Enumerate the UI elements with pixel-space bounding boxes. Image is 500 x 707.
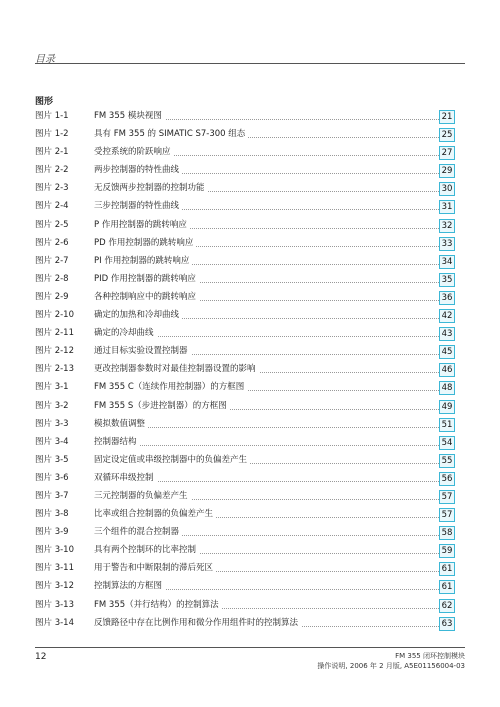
page-link[interactable]: 56 — [439, 472, 455, 486]
figure-title — [94, 125, 421, 143]
page-link[interactable]: 58 — [439, 526, 455, 540]
page-link[interactable]: 46 — [439, 363, 455, 377]
list-item[interactable] — [35, 596, 455, 614]
page-link[interactable]: 61 — [439, 580, 455, 594]
page-link[interactable]: 62 — [439, 599, 455, 613]
figure-title — [94, 143, 421, 161]
page-link[interactable]: 36 — [439, 291, 455, 305]
figure-number: 图片 3-13 — [35, 599, 74, 610]
figure-number: 图片 3-9 — [35, 527, 69, 538]
figure-title-text: FM 355（并行结构）的控制算法 — [94, 600, 222, 610]
list-item[interactable] — [35, 216, 455, 234]
figure-title-text: 固定设定值或串级控制器中的负偏差产生 — [94, 455, 250, 465]
footer-product: FM 355 闭环控制模块 — [395, 652, 465, 660]
figure-title — [94, 161, 421, 179]
page-link[interactable]: 45 — [439, 345, 455, 359]
figure-title-text: FM 355 S（步进控制器）的方框图 — [94, 401, 230, 411]
figure-number: 图片 2-12 — [35, 346, 74, 357]
page-link[interactable]: 27 — [439, 146, 455, 160]
figure-title-text: 反馈路径中存在比例作用和微分作用组件时的控制算法 — [94, 618, 301, 628]
figure-list — [35, 107, 455, 632]
figure-title-text: 三个组件的混合控制器 — [94, 527, 182, 537]
figure-title — [94, 306, 421, 324]
figure-title-text: 控制器结构 — [94, 437, 140, 447]
figure-number: 图片 2-2 — [35, 165, 69, 176]
figure-title-text: P 作用控制器的跳转响应 — [94, 220, 190, 230]
page-link[interactable]: 32 — [439, 219, 455, 233]
figure-title — [94, 252, 421, 270]
figure-number: 图片 2-4 — [35, 201, 69, 212]
figure-title — [94, 614, 421, 632]
figure-title-text: 模拟数值调整 — [94, 419, 148, 429]
list-item[interactable] — [35, 143, 455, 161]
figure-number: 图片 2-9 — [35, 291, 69, 302]
figure-title-text: 控制算法的方框图 — [94, 581, 165, 591]
figure-title — [94, 107, 421, 125]
figure-number: 图片 3-6 — [35, 472, 69, 483]
figure-title-text: PI 作用控制器的跳转响应 — [94, 256, 192, 266]
figure-title — [94, 596, 421, 614]
page-link[interactable]: 51 — [439, 418, 455, 432]
list-item[interactable] — [35, 288, 455, 306]
figure-number: 图片 2-10 — [35, 310, 74, 321]
page-link[interactable]: 25 — [439, 128, 455, 142]
figure-title-text: 受控系统的阶跃响应 — [94, 147, 174, 157]
figure-title — [94, 505, 421, 523]
figure-title — [94, 378, 421, 396]
list-item[interactable] — [35, 433, 455, 451]
figure-title-text: 用于警告和中断限制的滞后死区 — [94, 563, 216, 573]
figure-title-text: 各种控制响应中的跳转响应 — [94, 292, 199, 302]
figure-title — [94, 577, 421, 595]
header-rule — [35, 63, 465, 64]
list-item[interactable] — [35, 306, 455, 324]
figure-title — [94, 216, 421, 234]
figure-title — [94, 469, 421, 487]
page-link[interactable]: 34 — [439, 255, 455, 269]
figure-number: 图片 3-3 — [35, 418, 69, 429]
figure-title — [94, 433, 421, 451]
list-item[interactable] — [35, 125, 455, 143]
figure-number: 图片 2-8 — [35, 273, 69, 284]
figure-title-text: 无反馈两步控制器的控制功能 — [94, 183, 208, 193]
figure-title-text: 具有两个控制环的比率控制 — [94, 545, 199, 555]
page-link[interactable]: 33 — [439, 237, 455, 251]
figure-number: 图片 2-11 — [35, 328, 74, 339]
page-link[interactable]: 61 — [439, 562, 455, 576]
list-item[interactable] — [35, 378, 455, 396]
list-item[interactable] — [35, 252, 455, 270]
figure-title-text: 确定的冷却曲线 — [94, 328, 157, 338]
page-link[interactable]: 57 — [439, 490, 455, 504]
page-link[interactable]: 48 — [439, 381, 455, 395]
figure-number: 图片 3-11 — [35, 563, 74, 574]
figure-title — [94, 360, 421, 378]
figure-number: 图片 2-5 — [35, 219, 69, 230]
list-item[interactable] — [35, 577, 455, 595]
page-link[interactable]: 35 — [439, 273, 455, 287]
figure-number: 图片 2-7 — [35, 255, 69, 266]
page-link[interactable]: 43 — [439, 327, 455, 341]
section-title: 图形 — [35, 97, 54, 107]
figure-title-text: PD 作用控制器的跳转响应 — [94, 238, 196, 248]
list-item[interactable] — [35, 360, 455, 378]
figure-number: 图片 3-4 — [35, 436, 69, 447]
figure-title — [94, 270, 421, 288]
figure-title-text: FM 355 模块视图 — [94, 111, 165, 121]
figure-title-text: 两步控制器的特性曲线 — [94, 165, 182, 175]
list-item[interactable] — [35, 487, 455, 505]
figure-number: 图片 3-8 — [35, 509, 69, 520]
page-link[interactable]: 59 — [439, 544, 455, 558]
figure-number: 图片 3-12 — [35, 581, 74, 592]
page-link[interactable]: 55 — [439, 454, 455, 468]
figure-number: 图片 3-2 — [35, 400, 69, 411]
list-item[interactable] — [35, 179, 455, 197]
figure-number: 图片 3-1 — [35, 382, 69, 393]
figure-title-text: FM 355 C（连续作用控制器）的方框图 — [94, 382, 247, 392]
page-link[interactable]: 54 — [439, 436, 455, 450]
figure-title — [94, 397, 421, 415]
figure-title-text: 三元控制器的负偏差产生 — [94, 491, 191, 501]
figure-title — [94, 342, 421, 360]
figure-title-text: 比率或组合控制器的负偏差产生 — [94, 509, 216, 519]
figure-title — [94, 523, 421, 541]
figure-title-text: 双循环串级控制 — [94, 473, 157, 483]
figure-title — [94, 451, 421, 469]
figure-number: 图片 1-1 — [35, 111, 69, 121]
figure-number: 图片 2-3 — [35, 183, 69, 194]
figure-title-text: 更改控制器参数时对最佳控制器设置的影响 — [94, 364, 259, 374]
footer-doc-info: 操作说明, 2006 年 2 月版, A5E01156004-03 — [317, 662, 465, 670]
list-item[interactable] — [35, 161, 455, 179]
list-item[interactable] — [35, 541, 455, 559]
figure-title — [94, 197, 421, 215]
page-link[interactable]: 63 — [439, 617, 455, 631]
figure-number: 图片 2-13 — [35, 364, 74, 375]
page-link[interactable]: 30 — [439, 182, 455, 196]
figure-title — [94, 415, 421, 433]
page-number: 12 — [35, 652, 47, 662]
footer-rule — [35, 647, 465, 648]
list-item[interactable] — [35, 397, 455, 415]
figure-title — [94, 179, 421, 197]
figure-title — [94, 324, 421, 342]
page-link[interactable]: 57 — [439, 508, 455, 522]
running-header: 目录 — [35, 54, 55, 65]
figure-title — [94, 541, 421, 559]
page-link[interactable]: 42 — [439, 309, 455, 323]
figure-title — [94, 288, 421, 306]
figure-title — [94, 487, 421, 505]
figure-number: 图片 3-10 — [35, 545, 74, 556]
list-item[interactable] — [35, 614, 455, 632]
list-item[interactable] — [35, 234, 455, 252]
list-item[interactable] — [35, 270, 455, 288]
figure-number: 图片 3-7 — [35, 490, 69, 501]
figure-title-text: 确定的加热和冷却曲线 — [94, 310, 182, 320]
footer-info — [317, 651, 465, 671]
figure-title — [94, 559, 421, 577]
figure-number: 图片 2-1 — [35, 147, 69, 158]
figure-number: 图片 3-14 — [35, 617, 74, 628]
figure-title-text: 通过目标实验设置控制器 — [94, 346, 191, 356]
figure-number: 图片 3-5 — [35, 454, 69, 465]
list-item[interactable] — [35, 505, 455, 523]
list-item[interactable] — [35, 415, 455, 433]
list-item[interactable] — [35, 342, 455, 360]
list-item[interactable] — [35, 559, 455, 577]
list-item[interactable] — [35, 469, 455, 487]
page-link[interactable]: 21 — [439, 110, 455, 124]
page-link[interactable]: 31 — [439, 200, 455, 214]
figure-title-text: 三步控制器的特性曲线 — [94, 201, 182, 211]
list-item[interactable] — [35, 107, 455, 125]
page-link[interactable]: 29 — [439, 164, 455, 178]
figure-title — [94, 234, 421, 252]
list-item[interactable] — [35, 197, 455, 215]
list-item[interactable] — [35, 451, 455, 469]
figure-number: 图片 1-2 — [35, 129, 69, 140]
page-link[interactable]: 49 — [439, 400, 455, 414]
list-item[interactable] — [35, 324, 455, 342]
figure-title-text: PID 作用控制器的跳转响应 — [94, 274, 199, 284]
figure-title-text: 具有 FM 355 的 SIMATIC S7-300 组态 — [94, 129, 248, 139]
figure-number: 图片 2-6 — [35, 237, 69, 248]
list-item[interactable] — [35, 523, 455, 541]
